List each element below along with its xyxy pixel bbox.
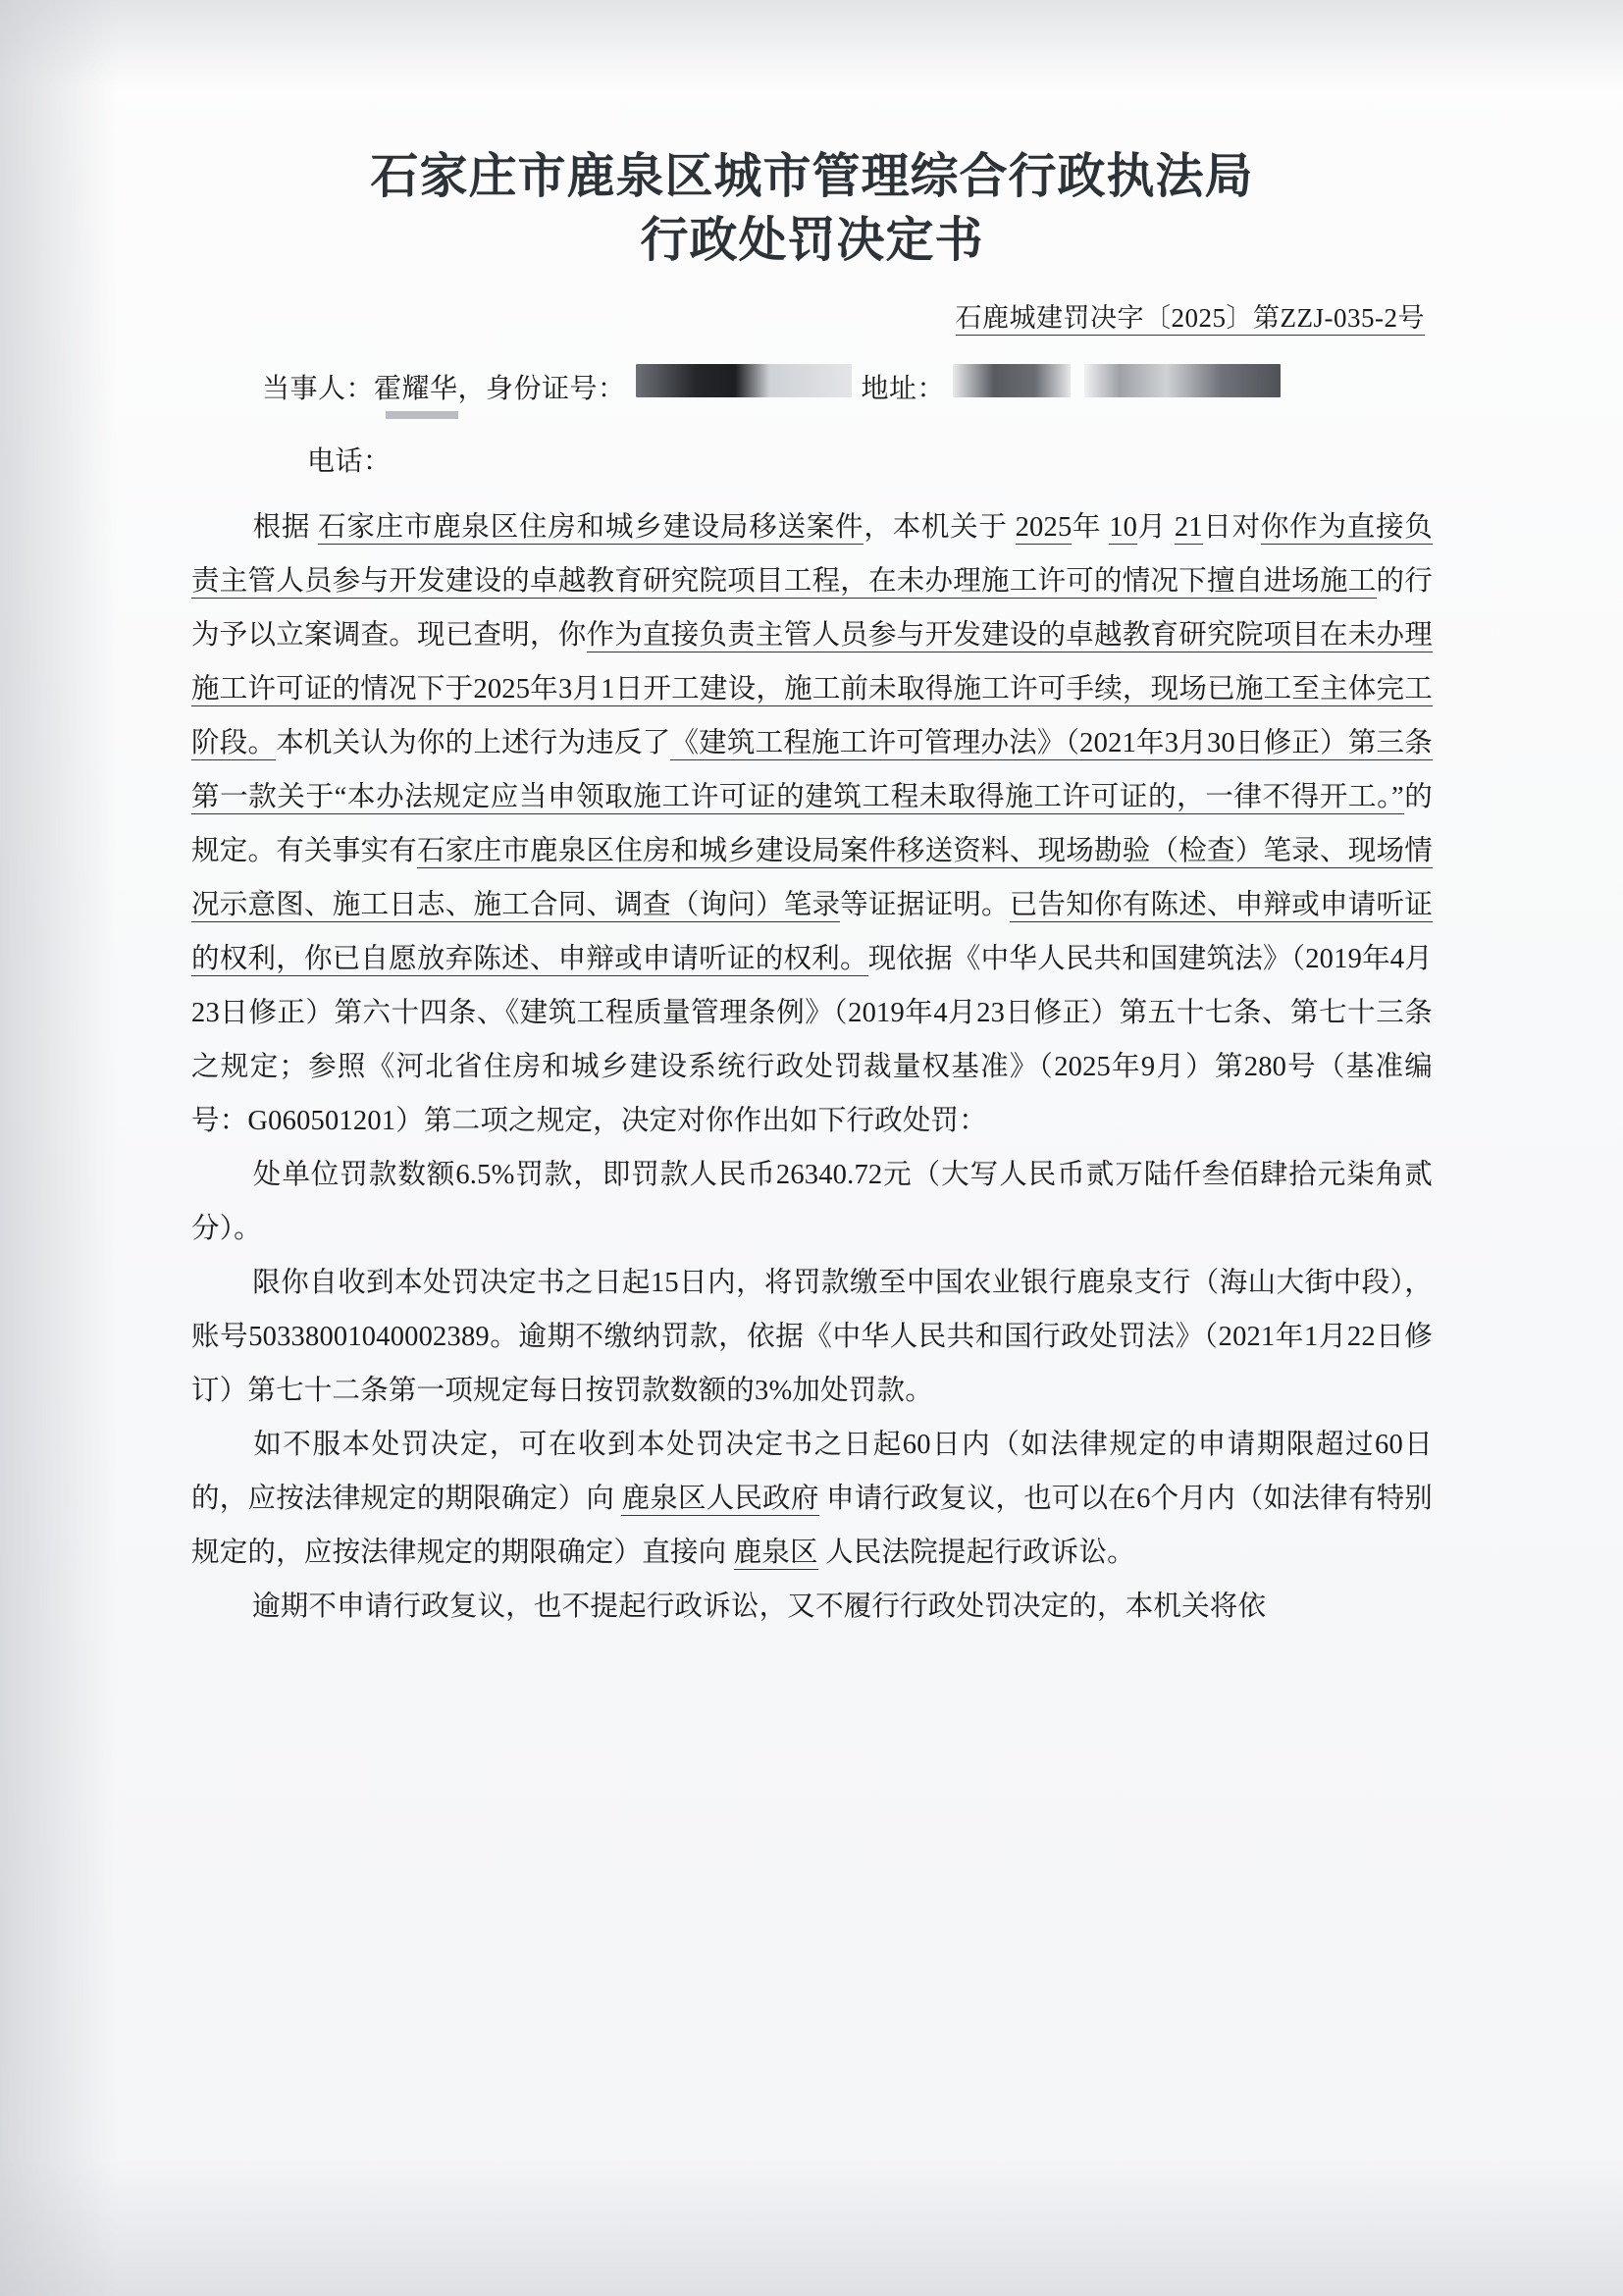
- p1-k: 等证据证明。: [840, 889, 1010, 920]
- document-body: [191, 500, 1433, 1634]
- scan-shadow-top: [0, 0, 1623, 88]
- paragraph-3: [191, 1256, 1433, 1418]
- redacted-address-part2: [1084, 364, 1281, 397]
- p1-year: 2025: [1015, 511, 1073, 543]
- document-type-title: 行政处罚决定书: [640, 213, 984, 267]
- address-label: 地址：: [861, 373, 946, 404]
- party-name: 霍耀华，身份证号：: [374, 373, 626, 404]
- p1-month: 10: [1109, 511, 1138, 543]
- p1-year-unit: 年: [1072, 511, 1102, 543]
- p1-day-unit: 日对: [1202, 511, 1261, 543]
- document-title: [191, 147, 1433, 271]
- paragraph-2: [191, 1148, 1433, 1256]
- p1-e: 的行为予以立案调查。现已查明，你: [191, 565, 1433, 651]
- issuing-authority-title: 石家庄市鹿泉区城市管理综合行政执法局: [370, 150, 1254, 203]
- scan-shadow-bottom: [0, 2159, 1623, 2296]
- court-district: 鹿泉区: [733, 1537, 818, 1568]
- redacted-address-part1: [953, 364, 1071, 397]
- paragraph-1: [191, 500, 1433, 1148]
- document-content: [191, 147, 1433, 1634]
- p1-month-unit: 月: [1137, 511, 1167, 543]
- p1-g: 本机关认为你的上述行为违反了: [276, 727, 671, 758]
- p1-day: 21: [1174, 511, 1203, 543]
- p1-findings: 作为直接负责主管人员参与开发建设的卓越教育研究院项目在未办理施工许可证的情况下于2025年3月1日开工建设，施工前未取得施工许可手续，现场已施工至主体完工阶段。: [191, 619, 1433, 758]
- p1-i: 的规定。有关事实有: [191, 781, 1434, 866]
- p1-violation-desc: 你作为直接负责主管人员参与开发建设的卓越教育研究院项目工程，在未办理施工许可的情况下擅自进场施工: [191, 511, 1433, 597]
- p4-a: 如不服本处罚决定，可在收到本处罚决定书之日起60日内（如法律规定的申请期限超过60日的，应按法律规定的期限确定）向: [191, 1429, 1433, 1514]
- p4-c: 申请行政复议，也可以在6个月内（如法律有特别规定的，应按法律规定的期限确定）直接向: [191, 1483, 1434, 1568]
- p1-rights-notice: 已告知你有陈述、申辩或申请听证的权利，你已自愿放弃陈述、申辩或申请听证的权利。: [191, 889, 1433, 974]
- scan-shadow-left: [0, 0, 118, 2296]
- p4-e: 人民法院提起行政诉讼。: [825, 1537, 1135, 1568]
- paragraph-5: [191, 1580, 1433, 1634]
- redacted-underline-mark: [191, 406, 1433, 424]
- redacted-id-number: [636, 364, 852, 397]
- payment-instructions-text: 限你自收到本处罚决定书之日起15日内，将罚款缴至中国农业银行鹿泉支行（海山大街中段），账号50338001040002389。逾期不缴纳罚款，依据《中华人民共和国行政处罚法》（2021年1月22日修订）第七十二条第一项规定每日按罚款数额的3%加处罚款。: [191, 1267, 1433, 1406]
- p1-legal-basis: 《建筑工程施工许可管理办法》（2021年3月30日修正）第三条第一款关于“本办法规定应当申领取施工许可证的建筑工程未取得施工许可证的，一律不得开工。”: [191, 727, 1433, 812]
- redaction-bar-small: [386, 411, 458, 419]
- p1-a: 根据: [252, 511, 311, 543]
- document-number-value: 石鹿城建罚决字〔2025〕第ZZJ-035-2号: [956, 303, 1425, 336]
- enforcement-notice-text: 逾期不申请行政复议，也不提起行政诉讼，又不履行行政处罚决定的，本机关将依: [252, 1591, 1267, 1622]
- paragraph-4: [191, 1418, 1433, 1580]
- phone-line: 电话：: [307, 445, 392, 477]
- document-number: [191, 296, 1425, 335]
- p1-c: ，本机关于: [864, 511, 1008, 543]
- party-info-line: [191, 364, 1433, 406]
- p1-case-source: 石家庄市鹿泉区住房和城乡建设局移送案件: [318, 511, 864, 543]
- penalty-amount-text: 处单位罚款数额6.5%罚款，即罚款人民币26340.72元（大写人民币贰万陆仟叁佰肆拾元柒角贰分）。: [191, 1159, 1433, 1244]
- p1-m: 现依据《中华人民共和国建筑法》（2019年4月23日修正）第六十四条、《建筑工程质量管理条例》（2019年4月23日修正）第五十七条、第七十三条之规定；参照《河北省住房和城乡建设系统行政处罚裁量权基准》（2025年9月）第280号（基准编号：G060501201）第二项之规定，决定对你作出如下行政处罚：: [191, 943, 1433, 1136]
- p1-evidence-list: 石家庄市鹿泉区住房和城乡建设局案件移送资料、现场勘验（检查）笔录、现场情况示意图、施工日志、施工合同、调查（询问）笔录: [191, 835, 1433, 920]
- party-label: 当事人：: [262, 373, 375, 404]
- review-authority: 鹿泉区人民政府: [621, 1483, 819, 1514]
